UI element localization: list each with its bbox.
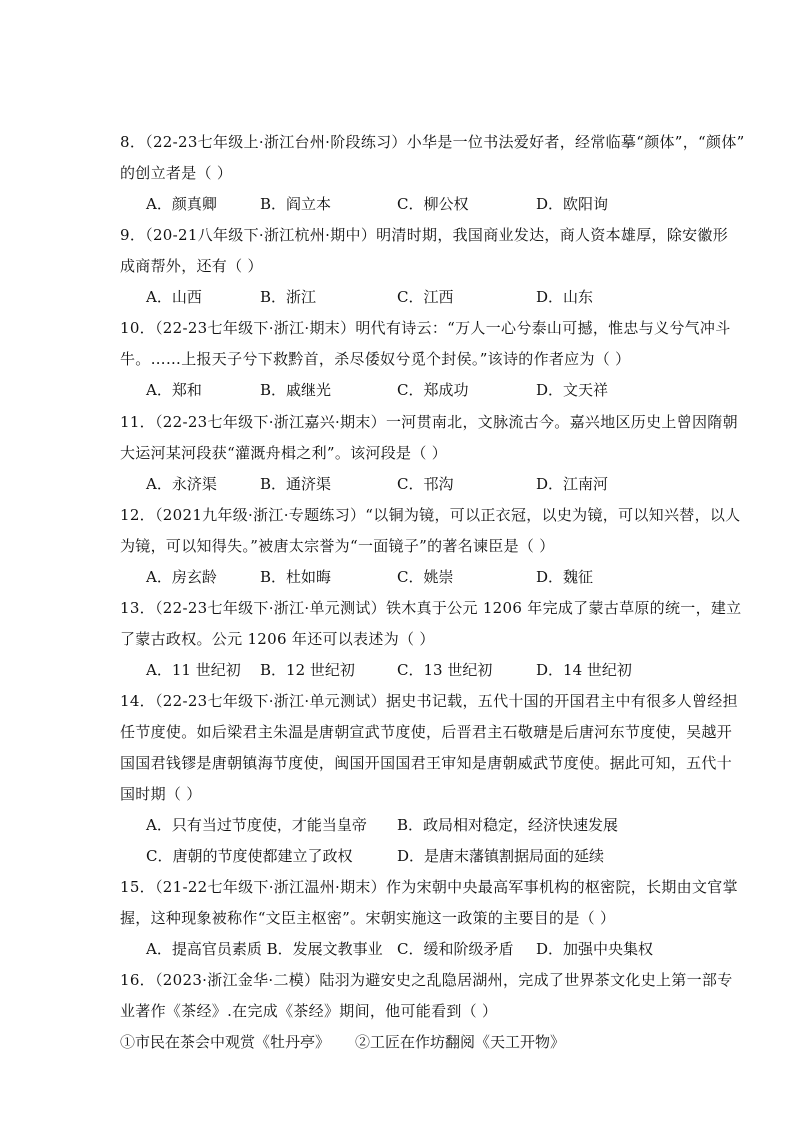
question-9-option-d: D．山东 (536, 288, 594, 306)
question-12-option-d: D．魏征 (536, 568, 594, 586)
question-14-option-d: D．是唐末藩镇割据局面的延续 (397, 847, 605, 865)
question-10-option-d: D．文天祥 (536, 381, 609, 399)
question-15-option-d: D．加强中央集权 (536, 940, 654, 958)
question-15-line-1: 15．（21-22七年级下·浙江温州·期末）作为宋朝中央最高军事机构的枢密院，长期由文官掌 (120, 878, 738, 896)
question-11-option-a: A．永济渠 (146, 475, 217, 493)
question-10-line-1: 10．（22-23七年级下·浙江·期末）明代有诗云：“万人一心兮泰山可撼，惟忠与义兮气冲斗 (120, 319, 731, 337)
question-8-option-a: A．颜真卿 (146, 195, 217, 213)
question-11-option-b: B．通济渠 (260, 475, 332, 493)
question-14-option-b: B．政局相对稳定，经济快速发展 (397, 816, 619, 834)
question-14-option-c: C．唐朝的节度使都建立了政权 (146, 847, 353, 865)
question-16-line-1: 16．（2023·浙江金华·二模）陆羽为避安史之乱隐居湖州，完成了世界茶文化史上第一部专 (120, 971, 733, 989)
question-15-option-c: C．缓和阶级矛盾 (397, 940, 514, 958)
question-13-line-2: 了蒙古政权。公元 1206 年还可以表述为（ ） (120, 630, 435, 648)
question-8-line-2: 的创立者是（ ） (120, 164, 233, 182)
question-11-line-2: 大运河某河段获“灌溉舟楫之利”。该河段是（ ） (120, 444, 448, 462)
question-13-option-d: D．14 世纪初 (536, 661, 632, 679)
question-12-line-1: 12．（2021九年级·浙江·专题练习）“以铜为镜，可以正衣冠，以史为镜，可以知兴替，以人 (120, 506, 741, 524)
question-14-option-a: A．只有当过节度使，才能当皇帝 (146, 816, 367, 834)
question-9-option-b: B．浙江 (260, 288, 317, 306)
question-9-option-c: C．江西 (397, 288, 454, 306)
question-9-option-a: A．山西 (146, 288, 202, 306)
question-8-option-d: D．欧阳询 (536, 195, 609, 213)
question-13-option-b: B．12 世纪初 (260, 661, 355, 679)
question-15-line-2: 握，这种现象被称作“文臣主枢密”。宋朝实施这一政策的主要目的是（ ） (120, 909, 616, 927)
question-10-option-b: B．戚继光 (260, 381, 332, 399)
question-10-option-a: A．郑和 (146, 381, 202, 399)
question-16-item-1: ①市民在茶会中观赏《牡丹亭》 (120, 1033, 331, 1051)
question-14-line-1: 14．（22-23七年级下·浙江·单元测试）据史书记载，五代十国的开国君主中有很多人曾经担 (120, 692, 738, 710)
question-16-item-2: ②工匠在作坊翻阅《天工开物》 (355, 1033, 566, 1051)
question-15-option-ab: A．提高官员素质 B．发展文教事业 (146, 940, 383, 958)
question-9-line-1: 9．（20-21八年级下·浙江杭州·期中）明清时期，我国商业发达，商人资本雄厚，除安徽形 (120, 226, 729, 244)
question-14-line-2: 任节度使。如后梁君主朱温是唐朝宣武节度使，后晋君主石敬瑭是后唐河东节度使，吴越开 (120, 723, 733, 741)
question-12-option-b: B．杜如晦 (260, 568, 332, 586)
question-13-option-c: C．13 世纪初 (397, 661, 493, 679)
question-14-line-3: 国国君钱镠是唐朝镇海节度使，闽国开国国君王审知是唐朝威武节度使。据此可知，五代十 (120, 754, 733, 772)
question-11-option-d: D．江南河 (536, 475, 609, 493)
question-8-option-c: C．柳公权 (397, 195, 469, 213)
question-8-option-b: B．阎立本 (260, 195, 332, 213)
question-16-line-2: 业著作《茶经》.在完成《茶经》期间，他可能看到（ ） (120, 1002, 498, 1020)
question-11-option-c: C．邗沟 (397, 475, 454, 493)
question-14-line-4: 国时期（ ） (120, 785, 202, 803)
question-8-line-1: 8．（22-23七年级上·浙江台州·阶段练习）小华是一位书法爱好者，经常临摹“颜体”，“颜体” (120, 133, 745, 151)
question-13-option-a: A．11 世纪初 (146, 661, 241, 679)
question-13-line-1: 13．（22-23七年级下·浙江·单元测试）铁木真于公元 1206 年完成了蒙古草原的统一，建立 (120, 599, 742, 617)
question-12-option-c: C．姚崇 (397, 568, 454, 586)
question-12-line-2: 为镜，可以知得失。”被唐太宗誉为“一面镜子”的著名谏臣是（ ） (120, 537, 555, 555)
question-10-line-2: 牛。……上报天子兮下救黔首，杀尽倭奴兮觅个封侯。”该诗的作者应为（ ） (120, 350, 631, 368)
question-10-option-c: C．郑成功 (397, 381, 469, 399)
question-12-option-a: A．房玄龄 (146, 568, 217, 586)
question-11-line-1: 11．（22-23七年级下·浙江嘉兴·期末）一河贯南北，文脉流古今。嘉兴地区历史上曾因隋朝 (120, 413, 738, 431)
question-9-line-2: 成商帮外，还有（ ） (120, 257, 263, 275)
